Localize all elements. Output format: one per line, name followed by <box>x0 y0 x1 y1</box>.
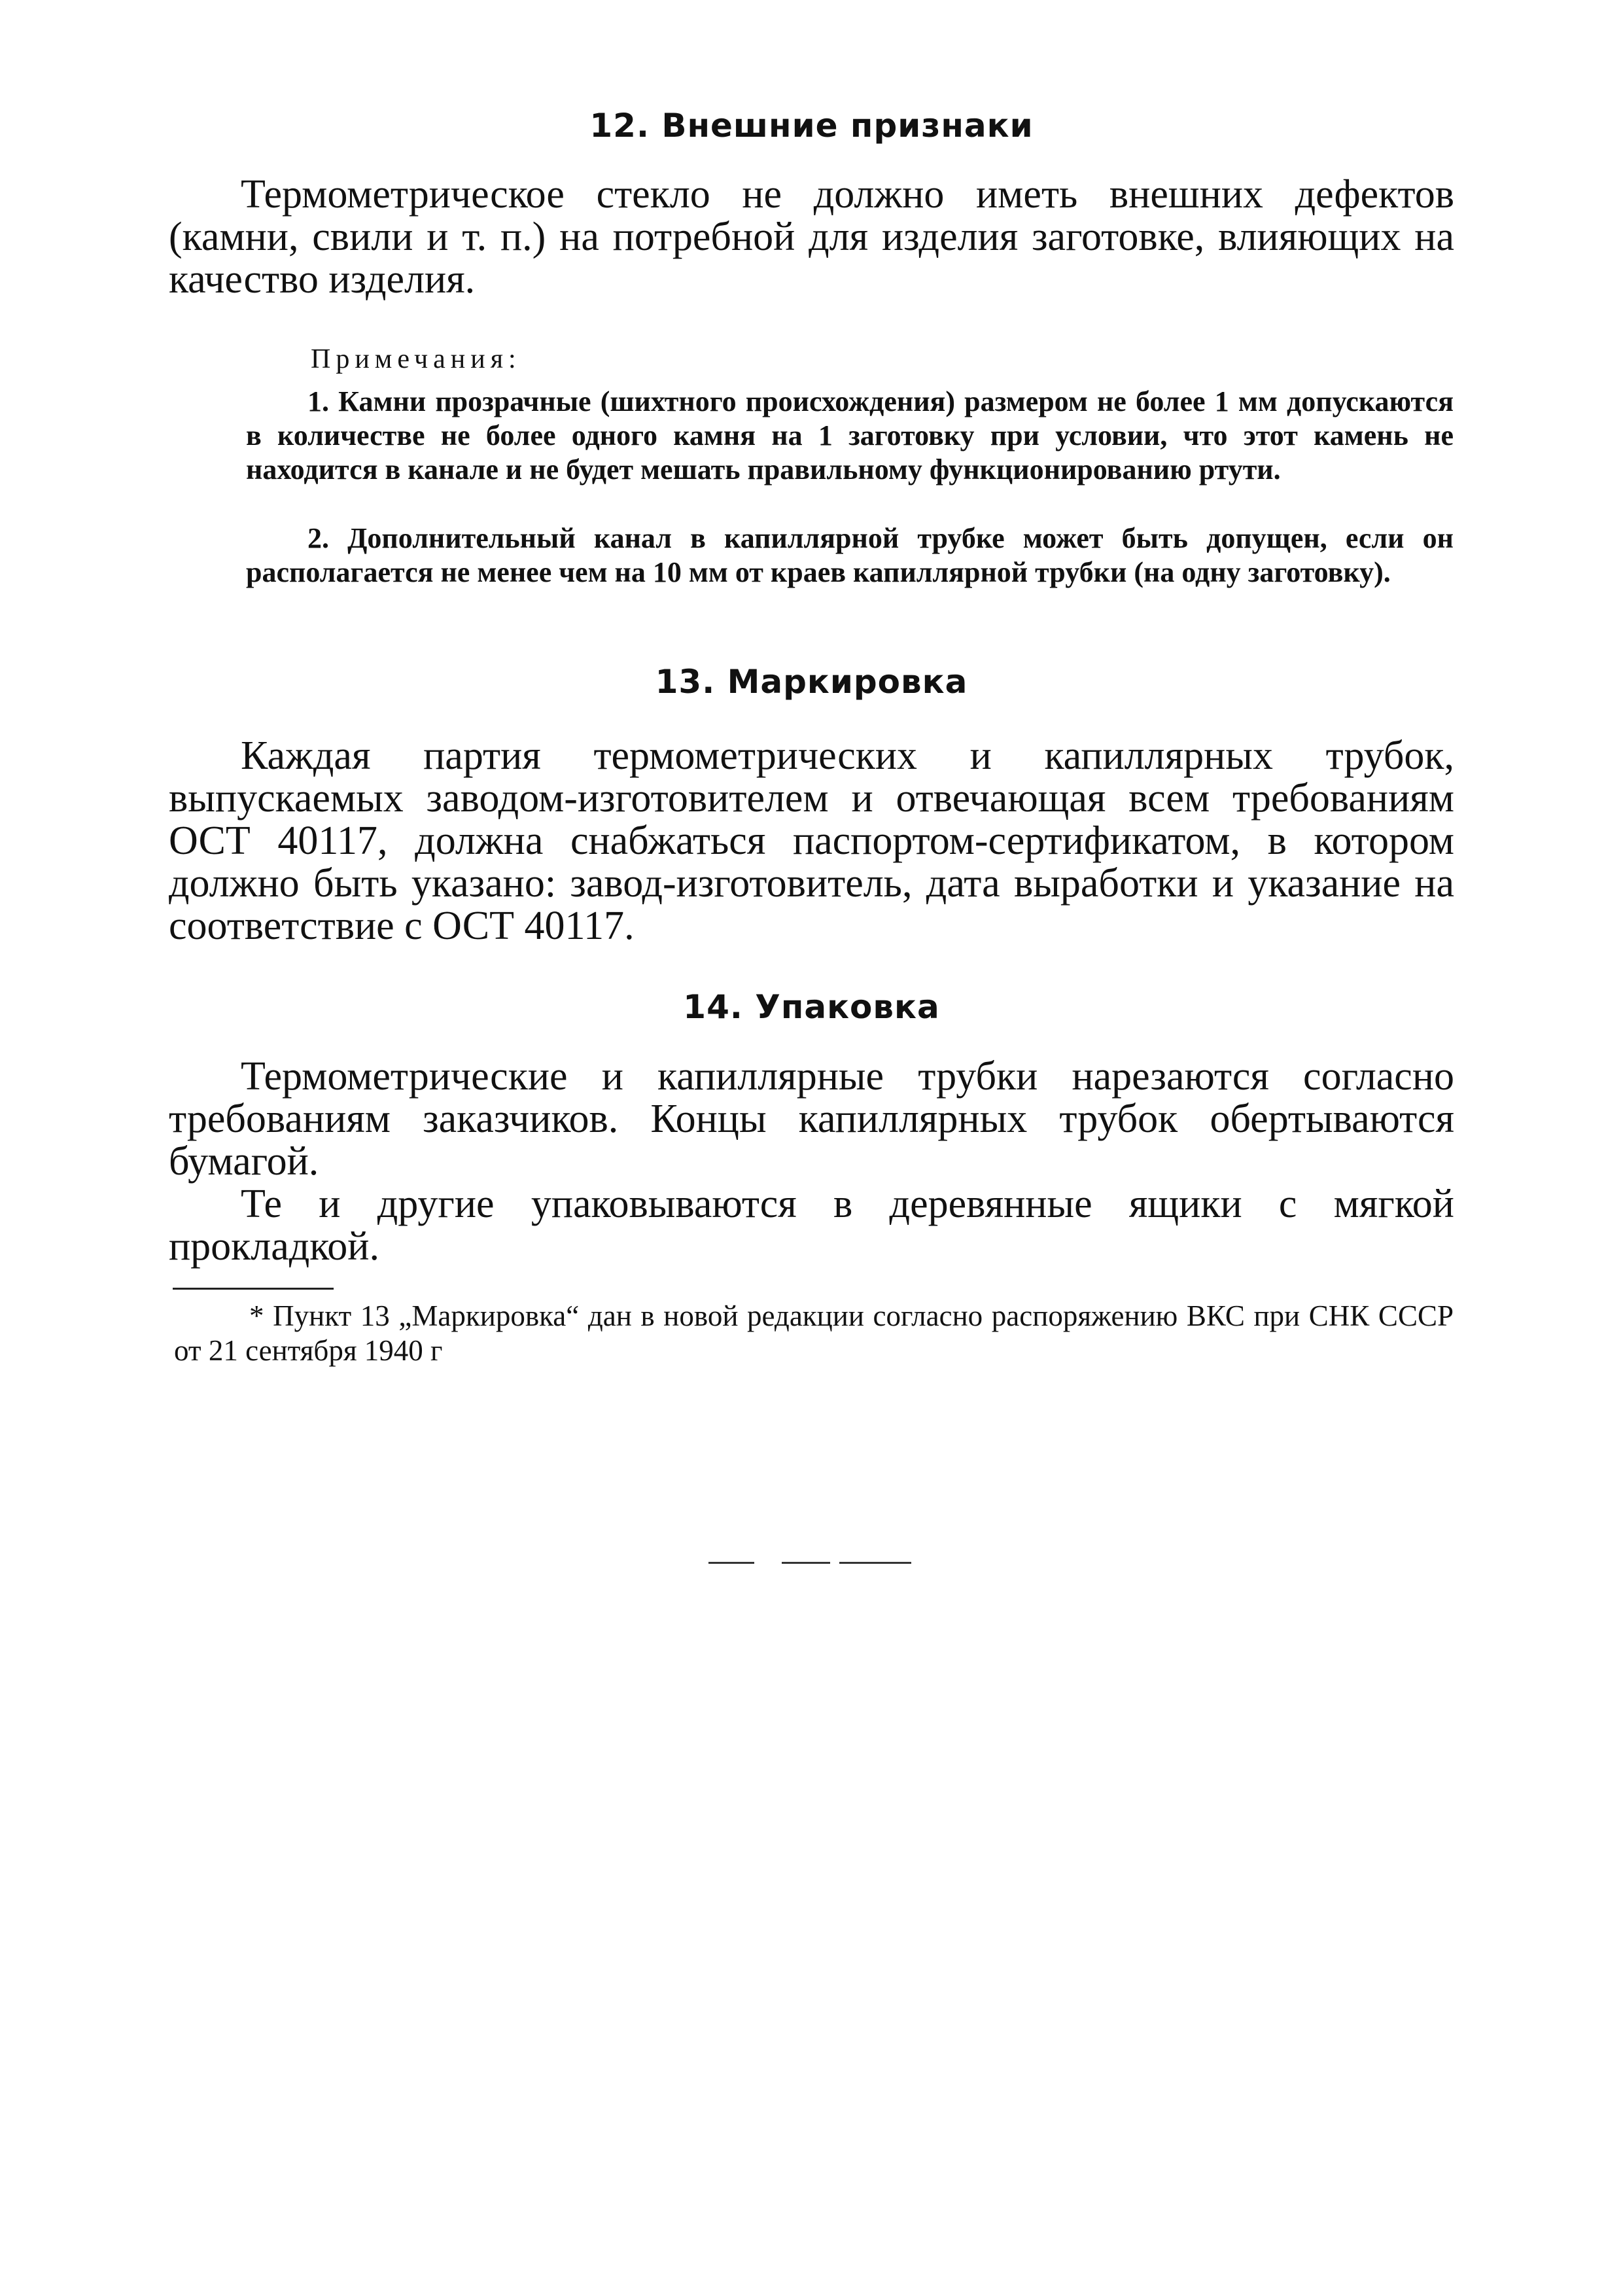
section-14-paragraph-2: Те и другие упаковываются в деревянные ящики с мягкой прокладкой. <box>169 1182 1454 1269</box>
notes-title: Примечания: <box>311 344 521 374</box>
section-14-heading: 14. Упаковка <box>683 988 940 1026</box>
section-12-paragraph: Термометрическое стекло не должно иметь внешних дефектов (камни, свили и т. п.) на потребной для изделия заготовке, влияющих на качество изделия. <box>169 172 1454 302</box>
section-13-paragraph: Каждая партия термометрических и капиллярных трубок, выпускаемых заводом-изготовителем и отвечающая всем требованиям ОСТ 40117, должна снабжаться паспортом-сертификатом, в котором должно быть указано: завод-изготовитель, дата выработки и указание на соответствие с ОСТ 40117. <box>169 733 1454 948</box>
note-1: 1. Камни прозрачные (шихтного происхождения) размером не более 1 мм допускаются в количестве не более одного камня на 1 заготовку при условии, что этот камень не находится в канале и не будет мешать правильному функционированию ртути. <box>246 385 1454 486</box>
section-14-paragraph-1: Термометрические и капиллярные трубки нарезаются согласно требованиям заказчиков. Концы капиллярных трубок обертываются бумагой. <box>169 1054 1454 1184</box>
section-13-heading: 13. Маркировка <box>655 663 968 701</box>
footnote: * Пункт 13 „Маркировка“ дан в новой редакции согласно распоряжению ВКС при СНК СССР от 21 сентября 1940 г <box>174 1299 1454 1367</box>
section-12-heading: 12. Внешние признаки <box>589 107 1034 145</box>
note-2: 2. Дополнительный канал в капиллярной трубке может быть допущен, если он располагается не менее чем на 10 мм от краев капиллярной трубки (на одну заготовку). <box>246 522 1454 588</box>
footnote-divider <box>173 1288 334 1290</box>
